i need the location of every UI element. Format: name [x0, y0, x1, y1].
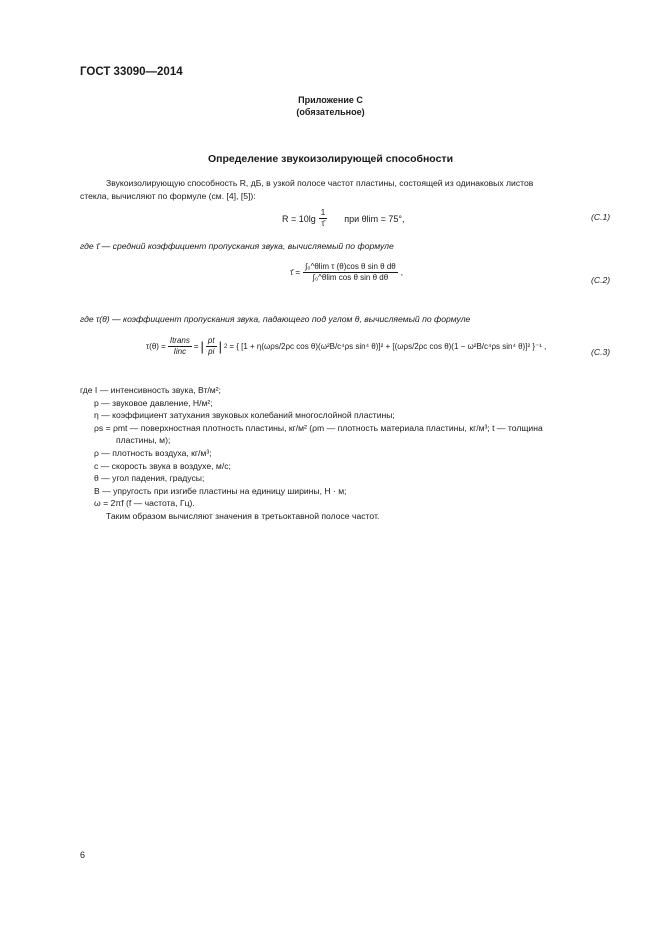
eq1-lhs: R = 10lg	[282, 213, 316, 224]
annex-subtitle: (обязательное)	[296, 107, 365, 117]
eq3-pressure-fraction	[206, 336, 217, 357]
intro-line-1: Звукоизолирующую способность R, дБ, в узкой полосе частот пластины, состоящей из одинаковых листов	[106, 178, 534, 188]
legend-item: где I — интенсивность звука, Вт/м²;	[80, 385, 221, 395]
symbol-legend	[80, 384, 543, 523]
eq3-intensity-fraction	[168, 336, 192, 357]
standard-header: ГОСТ 33090—2014	[80, 66, 183, 78]
legend-item: η — коэффициент затухания звуковых колебаний многослойной пластины;	[94, 410, 395, 421]
legend-item: B — упругость при изгибе пластины на единицу ширины, Н · м;	[94, 485, 347, 496]
eq2-fraction	[303, 262, 398, 283]
eq3-f1-denominator: Iinc	[173, 347, 187, 356]
final-note: Таким образом вычисляют значения в третьоктавной полосе частот.	[106, 510, 380, 521]
section-title: Определение звукоизолирующей способности	[207, 153, 454, 165]
legend-item: c — скорость звука в воздухе, м/с;	[94, 460, 231, 471]
eq1-fraction	[319, 208, 327, 229]
eq3-number: (C.3)	[591, 347, 611, 357]
eq3-f2-numerator: pt	[207, 336, 215, 345]
eq2-denominator: ∫₀^θlim cos θ sin θ dθ	[312, 273, 389, 282]
intro-line-2: стекла, вычисляют по формуле (см. [4], [5]):	[80, 191, 256, 201]
eq1-denominator: τ̄	[321, 219, 325, 228]
eq3-body: = { [1 + η(ωρs/2ρc cos θ)(ω²B/c⁴ρs sin⁴ θ)]² + [(ωρs/2ρc cos θ)(1 − ω²B/c⁴ρs sin⁴ θ)]² }⁻¹ ,	[229, 342, 547, 351]
where-tau-theta-text: где τ(θ) — коэффициент пропускания звука, падающего под углом θ, вычисляемый по формуле	[80, 314, 471, 324]
equation-c2	[290, 262, 403, 283]
equation-c1	[282, 208, 405, 229]
equation-c3: τ(θ) = $\frac{\text{Itrans}}{\text{Iinc}}$ = | $\frac{pt}{pi}$ | 2 = { [1 + η(ωρs/2ρc cos θ)(ω²B/c⁴ρs sin⁴ θ)]² + [(ωρs/2ρc cos θ)(1 − ω²B/c⁴ρs sin⁴ θ)]² }⁻¹ ,	[146, 336, 547, 356]
eq1-numerator: 1	[320, 208, 326, 217]
legend-item: пластины, м);	[116, 435, 171, 446]
eq1-number: (C.1)	[591, 212, 611, 222]
where-tau-text: где τ̄ — средний коэффициент пропускания звука, вычисляемый по формуле	[80, 241, 394, 251]
annex-title: Приложение С	[298, 95, 363, 105]
legend-item: p — звуковое давление, Н/м²;	[94, 397, 213, 408]
eq3-f2-denominator: pi	[208, 347, 215, 356]
eq3-f1-numerator: Itrans	[169, 336, 190, 345]
page-number: 6	[80, 850, 86, 860]
legend-item: θ — угол падения, градусы;	[94, 473, 205, 484]
legend-item: ρ — плотность воздуха, кг/м³;	[94, 447, 212, 458]
eq1-condition: при θlim = 75°,	[344, 213, 405, 224]
eq2-lhs: τ̄ =	[290, 268, 301, 277]
legend-item: ω = 2πf (f — частота, Гц).	[94, 498, 195, 509]
eq3-lhs: τ(θ) =	[146, 342, 166, 351]
eq2-number: (C.2)	[591, 275, 611, 285]
legend-item: ρs = ρmt — поверхностная плотность пластины, кг/м² (ρm — плотность материала пластины, кг/м³; t — толщина	[94, 422, 543, 433]
eq2-numerator: ∫₀^θlim τ (θ)cos θ sin θ dθ	[305, 262, 396, 271]
eq2-tail: ,	[400, 268, 403, 277]
